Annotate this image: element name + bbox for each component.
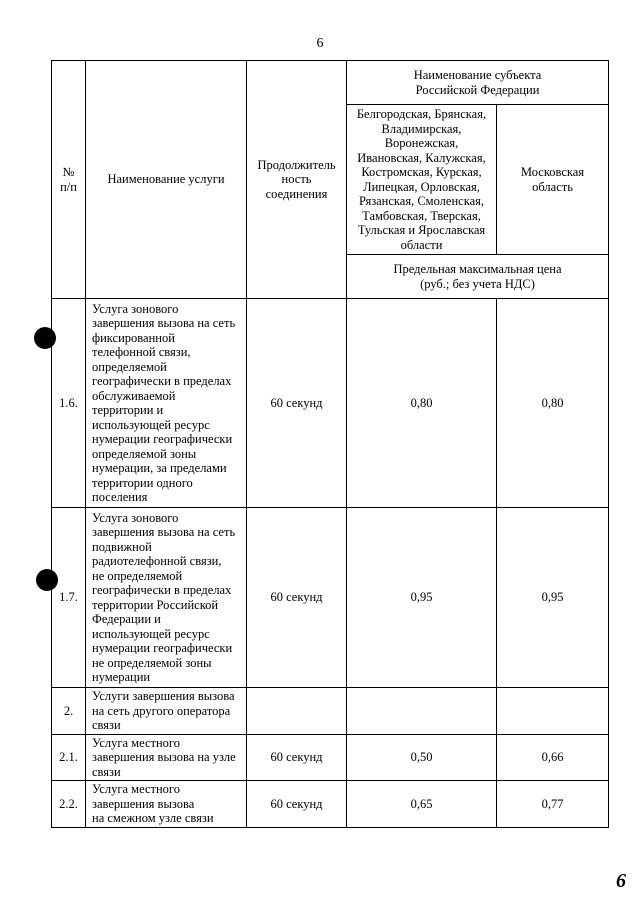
header-num: № п/п <box>52 61 86 299</box>
row-price-moscow: 0,77 <box>497 781 609 828</box>
row-num: 2.1. <box>52 734 86 781</box>
table-row <box>52 299 609 508</box>
header-moscow-region: Московская область <box>497 105 609 255</box>
table-row <box>52 781 609 828</box>
row-price-group: 0,80 <box>347 299 497 508</box>
row-duration <box>247 688 347 735</box>
header-price-note: Предельная максимальная цена (руб.; без учета НДС) <box>347 255 609 299</box>
row-num: 1.7. <box>52 508 86 688</box>
row-price-group <box>347 688 497 735</box>
table-row <box>52 688 609 735</box>
header-subject-title: Наименование субъекта Российской Федерации <box>347 61 609 105</box>
row-price-moscow: 0,80 <box>497 299 609 508</box>
row-duration: 60 секунд <box>247 299 347 508</box>
row-price-group: 0,50 <box>347 734 497 781</box>
table-row <box>52 734 609 781</box>
row-price-moscow: 0,66 <box>497 734 609 781</box>
header-duration: Продолжитель ность соединения <box>247 61 347 299</box>
row-price-group: 0,65 <box>347 781 497 828</box>
row-duration: 60 секунд <box>247 781 347 828</box>
handwritten-page-mark: 6 <box>616 870 626 892</box>
row-price-group: 0,95 <box>347 508 497 688</box>
row-num: 1.6. <box>52 299 86 508</box>
row-duration: 60 секунд <box>247 734 347 781</box>
row-service: Услуга местного завершения вызова на смежном узле связи <box>86 781 247 828</box>
row-num: 2.2. <box>52 781 86 828</box>
row-service: Услуга зонового завершения вызова на сеть фиксированной телефонной связи, определяемой географически в пределах обслуживаемой территории и использующей ресурс нумерации географически определяемой зоны нумерации, за пределами территории одного поселения <box>86 299 247 508</box>
table-row <box>52 508 609 688</box>
page-number: 6 <box>316 36 324 51</box>
row-price-moscow: 0,95 <box>497 508 609 688</box>
tariff-table <box>51 60 609 828</box>
row-num: 2. <box>52 688 86 735</box>
row-price-moscow <box>497 688 609 735</box>
header-row <box>52 61 609 105</box>
row-service: Услуга местного завершения вызова на узле связи <box>86 734 247 781</box>
row-service: Услуги завершения вызова на сеть другого оператора связи <box>86 688 247 735</box>
row-service: Услуга зонового завершения вызова на сеть подвижной радиотелефонной связи, не определяемой географически в пределах территории Российской Федерации и использующей ресурс нумерации географически не определяемой зоны нумерации <box>86 508 247 688</box>
header-service: Наименование услуги <box>86 61 247 299</box>
header-regions-group: Белгородская, Брянская, Владимирская, Воронежская, Ивановская, Калужская, Костромская, Курская, Липецкая, Орловская, Рязанская, Смоленская, Тамбовская, Тверская, Тульская и Ярославская области <box>347 105 497 255</box>
row-duration: 60 секунд <box>247 508 347 688</box>
